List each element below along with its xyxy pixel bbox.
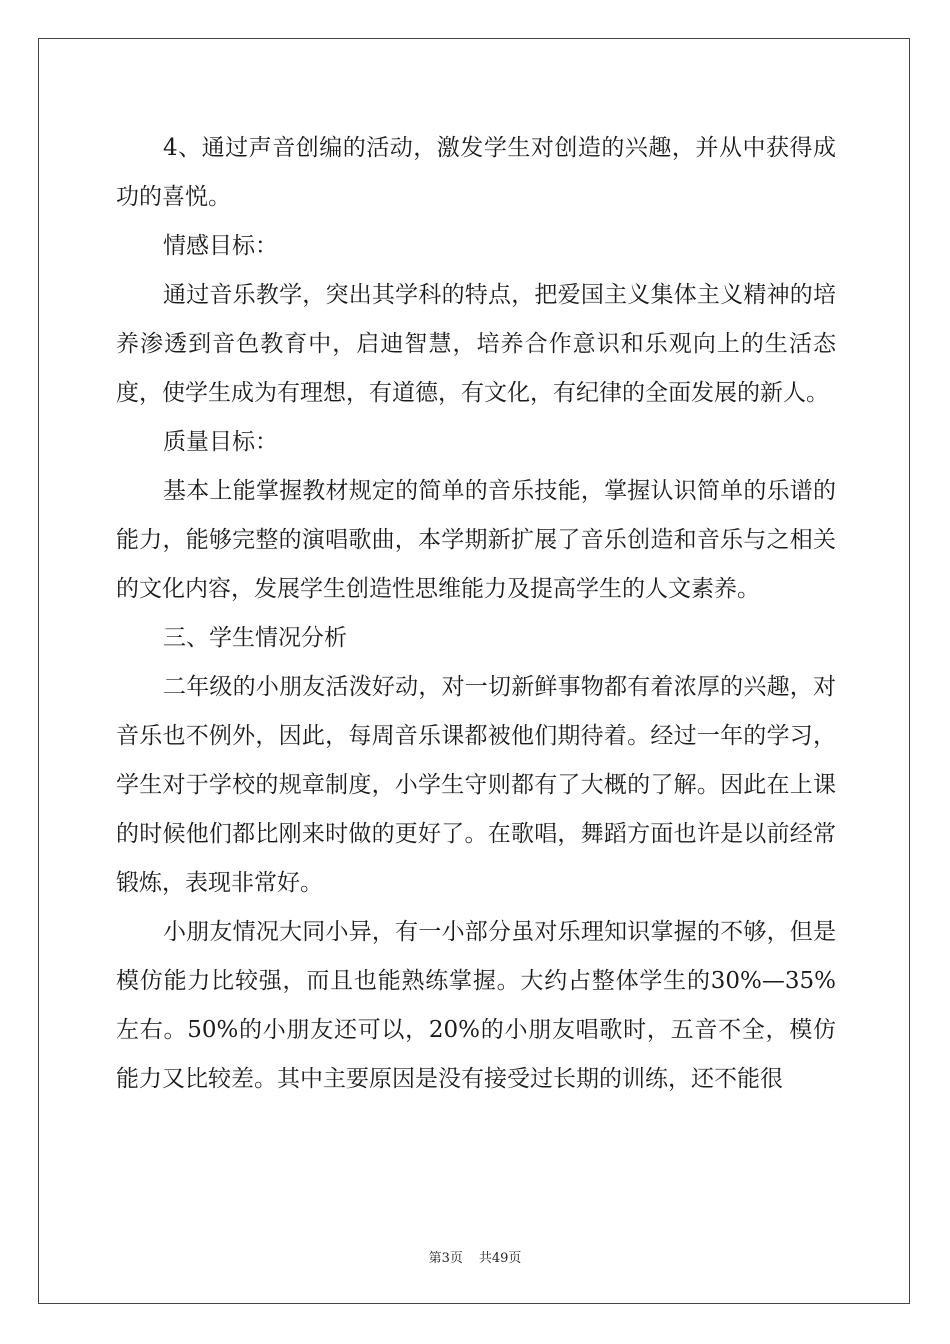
document-body — [116, 124, 836, 1104]
heading-student-analysis: 三、学生情况分析 — [163, 625, 347, 651]
paragraph-creation-goal: 4、通过声音创编的活动，激发学生对创造的兴趣，并从中获得成功的喜悦。 — [116, 135, 836, 210]
page-footer — [0, 1247, 950, 1266]
paragraph-student-situation: 小朋友情况大同小异，有一小部分虽对乐理知识掌握的不够，但是模仿能力比较强，而且也能熟练掌握。大约占整体学生的30%—35%左右。50%的小朋友还可以，20%的小朋友唱歌时，五音不全，模仿能力又比较差。其中主要原因是没有接受过长期的训练，还不能很 — [116, 919, 836, 1092]
paragraph-student-analysis: 二年级的小朋友活泼好动，对一切新鲜事物都有着浓厚的兴趣，对音乐也不例外，因此，每周音乐课都被他们期待着。经过一年的学习，学生对于学校的规章制度，小学生守则都有了大概的了解。因此在上课的时候他们都比刚来时做的更好了。在歌唱，舞蹈方面也许是以前经常锻炼，表现非常好。 — [116, 674, 836, 896]
page-number: 第3页 — [428, 1251, 463, 1266]
heading-quality-goal: 质量目标： — [163, 429, 278, 455]
heading-emotion-goal: 情感目标： — [163, 233, 278, 259]
paragraph-emotion-goal: 通过音乐教学，突出其学科的特点，把爱国主义集体主义精神的培养渗透到音色教育中，启迪智慧，培养合作意识和乐观向上的生活态度，使学生成为有理想，有道德，有文化，有纪律的全面发展的新人。 — [116, 282, 836, 406]
page-total: 共49页 — [478, 1251, 522, 1266]
paragraph-quality-goal: 基本上能掌握教材规定的简单的音乐技能，掌握认识简单的乐谱的能力，能够完整的演唱歌曲，本学期新扩展了音乐创造和音乐与之相关的文化内容，发展学生创造性思维能力及提高学生的人文素养。 — [116, 478, 836, 602]
